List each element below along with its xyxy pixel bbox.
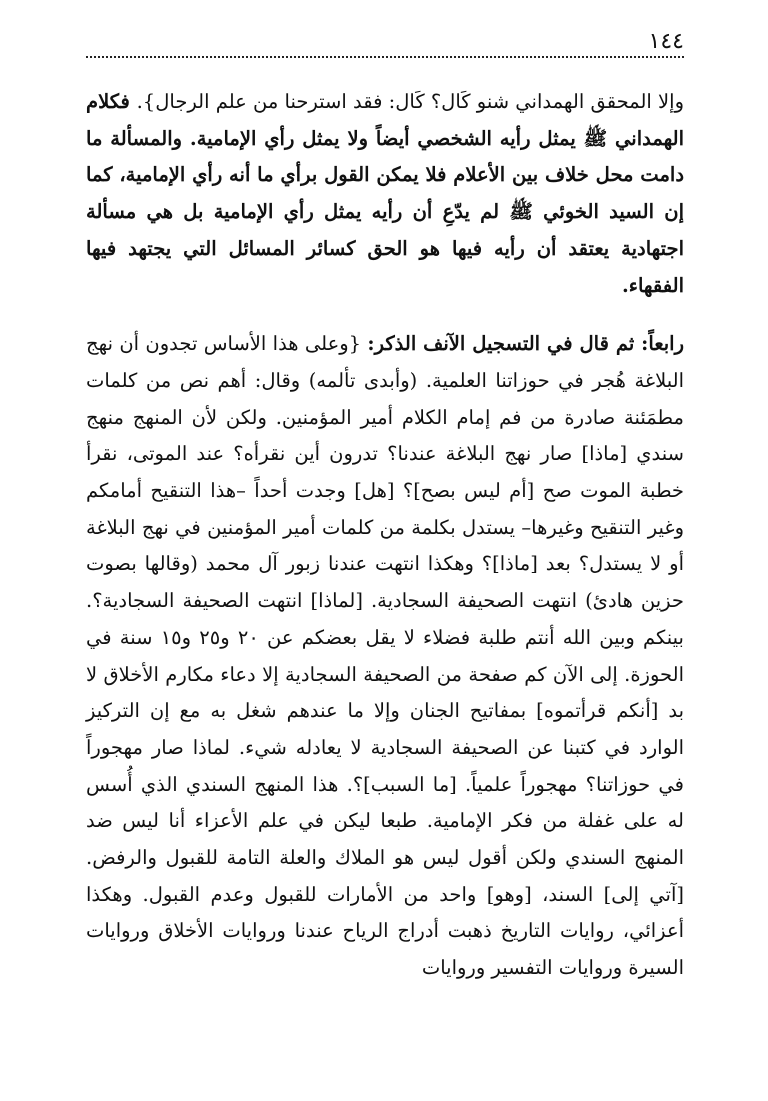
- paragraph-1-bold: فكلام الهمداني ﷺ يمثل رأيه الشخصي أيضاً ولا يمثل رأي الإمامية. والمسألة ما دامت محل خلاف بين الأعلام فلا يمكن القول برأي ما أنه رأي الإمامية، كما إن السيد الخوئي ﷺ لم يدّعِ أن رأيه يمثل رأي الإمامية بل هي مسألة اجتهادية يعتقد أن رأيه فيها هو الحق كسائر المسائل التي يجتهد فيها الفقهاء.: [86, 90, 684, 297]
- paragraph-1-plain: وإلا المحقق الهمداني شنو كَال؟ كَال: فقد استرحنا من علم الرجال}.: [136, 90, 684, 113]
- paragraph-2: [86, 326, 684, 987]
- page-number: ١٤٤: [641, 28, 684, 56]
- paragraph-2-body: {وعلى هذا الأساس تجدون أن نهج البلاغة هُجر في حوزاتنا العلمية. (وأبدى تألمه) وقال: أهم نص من كلمات مطمَئنة صادرة من فم إمام الكلام أمير المؤمنين. ولكن لأن المنهج منهج سندي [ماذا] صار نهج البلاغة عندنا؟ تدرون أين نقرأه؟ عند الموتى، نقرأ خطبة الموت صح [أم ليس بصح]؟ [هل] وجدت أحداً –هذا التنقيح أمامكم وغير التنقيح وغيرها– يستدل بكلمة من كلمات أمير المؤمنين في نهج البلاغة أو لا يستدل؟ بعد [ماذا]؟ وهكذا انتهت عندنا زبور آل محمد (وقالها بصوت حزين هادئ) انتهت الصحيفة السجادية. [لماذا] انتهت الصحيفة السجادية؟. بينكم وبين الله أنتم طلبة فضلاء لا يقل بعضكم عن ٢٠ و٢٥ و١٥ سنة في الحوزة. إلى الآن كم صفحة من الصحيفة السجادية إلا دعاء مكارم الأخلاق لا بد [أنكم قرأتموه] بمفاتيح الجنان وإلا ما عندهم شغل به مع إن التركيز الوارد في كتبنا عن الصحيفة السجادية لا يعادله شيء. لماذا صار مهجوراً في حوزاتنا؟ مهجوراً علمياً. [ما السبب]؟. هذا المنهج السندي الذي أُسس له على غفلة من فكر الإمامية. طبعا ليكن في علم الأعزاء أنا ليس ضد المنهج السندي ولكن أقول ليس هو الملاك والعلة التامة للقبول والرفض. [آتي إلى] السند، [وهو] واحد من الأمارات للقبول وعدم القبول. وهكذا أعزائي، روايات التاريخ ذهبت أدراج الرياح عندنا وروايات الأخلاق وروايات السيرة وروايات التفسير وروايات: [86, 332, 684, 980]
- page-header: [86, 29, 684, 58]
- paragraph-1: [86, 84, 684, 304]
- paragraph-2-lead: رابعاً: ثم قال في التسجيل الآنف الذكر:: [367, 332, 684, 356]
